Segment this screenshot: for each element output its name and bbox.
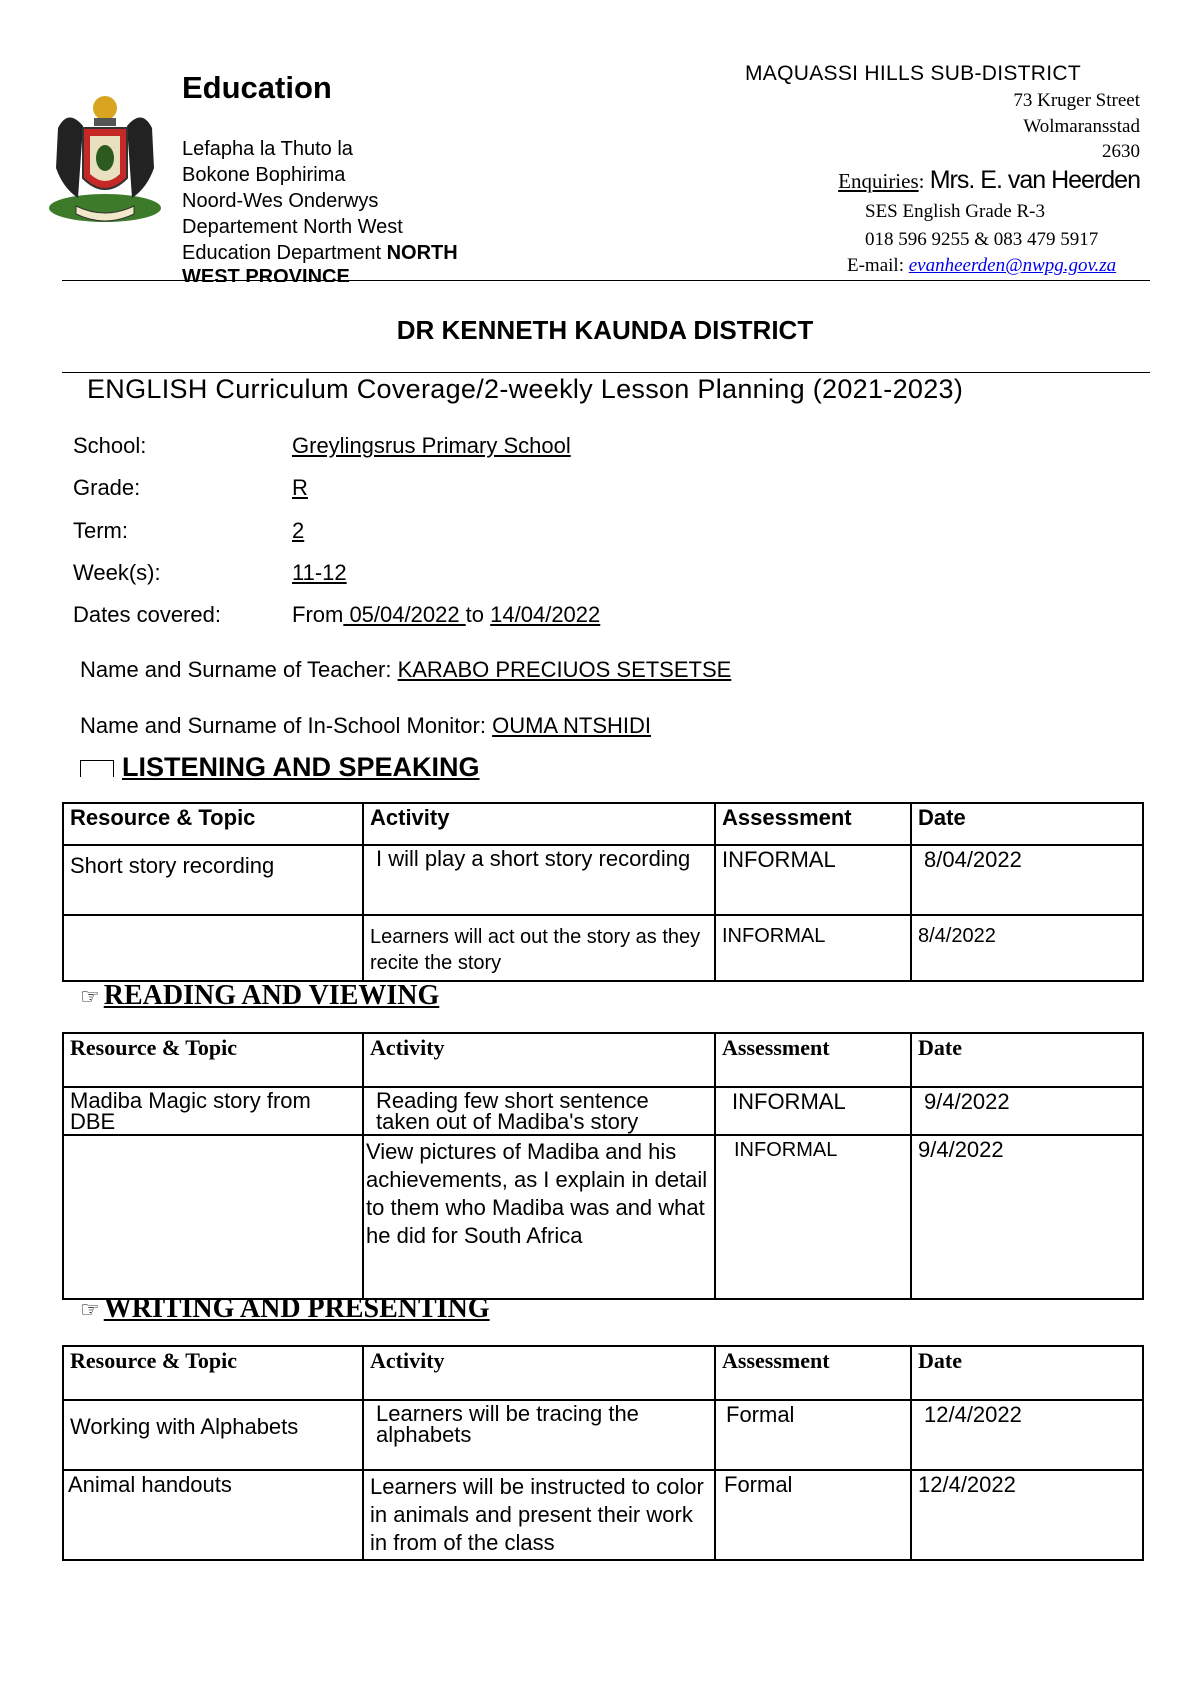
cell-assessment: INFORMAL — [715, 1135, 911, 1299]
cell-date: 12/4/2022 — [911, 1470, 1143, 1560]
monitor-line: Name and Surname of In-School Monitor: OUMA NTSHIDI — [80, 713, 651, 738]
grade-value: R — [292, 475, 308, 500]
cell-date: 9/4/2022 — [911, 1087, 1143, 1135]
dept-line-4: Departement North West — [182, 216, 403, 238]
teacher-line: Name and Surname of Teacher: KARABO PRECIUOS SETSETSE — [80, 657, 732, 682]
cell-assessment: INFORMAL — [715, 845, 911, 915]
table-header-row — [63, 803, 1143, 845]
table-header-row — [63, 1346, 1143, 1400]
cell-assessment: Formal — [715, 1400, 911, 1470]
grade-label: Grade: — [73, 475, 141, 500]
cell-assessment: INFORMAL — [715, 915, 911, 981]
cell-activity: View pictures of Madiba and his achievements, as I explain in detail to them who Madiba was and what he did for South Africa — [363, 1135, 715, 1299]
col-assessment: Assessment — [715, 1033, 911, 1087]
plan-title: ENGLISH Curriculum Coverage/2-weekly Lesson Planning (2021-2023) — [87, 374, 964, 404]
phone-line: 018 596 9255 & 083 479 5917 — [865, 229, 1099, 250]
cell-activity: Reading few short sentence taken out of Madiba's story — [363, 1087, 715, 1135]
email-line: E-mail: evanheerden@nwpg.gov.za — [847, 255, 1117, 276]
col-date: Date — [911, 803, 1143, 845]
school-label: School: — [73, 433, 147, 458]
listening-heading: LISTENING AND SPEAKING — [80, 752, 480, 783]
subdistrict-heading: MAQUASSI HILLS SUB-DISTRICT — [745, 62, 1081, 85]
col-activity: Activity — [363, 1346, 715, 1400]
col-assessment: Assessment — [715, 1346, 911, 1400]
dept-line-6: WEST PROVINCE — [182, 266, 350, 282]
reading-heading: ☞ READING AND VIEWING — [80, 980, 440, 1011]
address-town: Wolmaransstad — [1023, 116, 1140, 137]
cell-activity: Learners will be instructed to color in animals and present their work in from of the class — [363, 1470, 715, 1560]
table-row — [63, 1087, 1143, 1135]
dept-line-2: Bokone Bophirima — [182, 164, 346, 186]
col-activity: Activity — [363, 1033, 715, 1087]
term-label: Term: — [73, 518, 128, 543]
coat-of-arms-logo — [38, 88, 172, 232]
title-divider — [62, 372, 1150, 373]
dept-line-3: Noord-Wes Onderwys — [182, 190, 379, 212]
table-row — [63, 915, 1143, 981]
enquiries-line: Enquiries: Mrs. E. van Heerden — [838, 166, 1140, 194]
table-header-row — [63, 1033, 1143, 1087]
table-row — [63, 1400, 1143, 1470]
cell-assessment: INFORMAL — [715, 1087, 911, 1135]
col-date: Date — [911, 1346, 1143, 1400]
cell-resource: Animal handouts — [63, 1470, 363, 1560]
school-value: Greylingsrus Primary School — [292, 433, 571, 458]
cell-date: 12/4/2022 — [911, 1400, 1143, 1470]
cell-date: 8/04/2022 — [911, 845, 1143, 915]
cell-resource: Short story recording — [63, 845, 363, 915]
dept-line-5: Education Department NORTH — [182, 242, 458, 264]
cell-activity: I will play a short story recording — [363, 845, 715, 915]
cell-date: 9/4/2022 — [911, 1135, 1143, 1299]
cell-resource: Madiba Magic story from DBE — [63, 1087, 363, 1135]
col-date: Date — [911, 1033, 1143, 1087]
table-row — [63, 845, 1143, 915]
cell-assessment: Formal — [715, 1470, 911, 1560]
table-row — [63, 1135, 1143, 1299]
education-title: Education — [182, 70, 332, 105]
pointing-hand-icon: ☞ — [80, 984, 100, 1009]
writing-table — [62, 1345, 1144, 1561]
checkbox-icon — [80, 760, 114, 777]
cell-date: 8/4/2022 — [911, 915, 1143, 981]
header-divider — [62, 280, 1150, 281]
cell-resource — [63, 915, 363, 981]
weeks-label: Week(s): — [73, 560, 161, 585]
dates-label: Dates covered: — [73, 602, 221, 627]
role-line: SES English Grade R-3 — [865, 201, 1045, 222]
col-resource: Resource & Topic — [63, 803, 363, 845]
address-postcode: 2630 — [1102, 141, 1140, 162]
writing-heading: ☞ WRITING AND PRESENTING — [80, 1293, 490, 1324]
cell-activity: Learners will be tracing the alphabets — [363, 1400, 715, 1470]
district-title: DR KENNETH KAUNDA DISTRICT — [396, 315, 814, 345]
reading-table — [62, 1032, 1144, 1300]
col-resource: Resource & Topic — [63, 1033, 363, 1087]
col-resource: Resource & Topic — [63, 1346, 363, 1400]
term-value: 2 — [292, 518, 305, 543]
email-link[interactable]: evanheerden@nwpg.gov.za — [908, 255, 1117, 276]
col-assessment: Assessment — [715, 803, 911, 845]
cell-resource — [63, 1135, 363, 1299]
cell-resource: Working with Alphabets — [63, 1400, 363, 1470]
cell-activity: Learners will act out the story as they recite the story — [363, 915, 715, 981]
table-row — [63, 1470, 1143, 1560]
col-activity: Activity — [363, 803, 715, 845]
address-street: 73 Kruger Street — [1013, 90, 1140, 111]
weeks-value: 11-12 — [292, 560, 347, 585]
dates-value: From 05/04/2022 to 14/04/2022 — [292, 602, 601, 627]
dept-line-1: Lefapha la Thuto la — [182, 138, 353, 160]
pointing-hand-icon: ☞ — [80, 1297, 100, 1322]
listening-table — [62, 802, 1144, 982]
